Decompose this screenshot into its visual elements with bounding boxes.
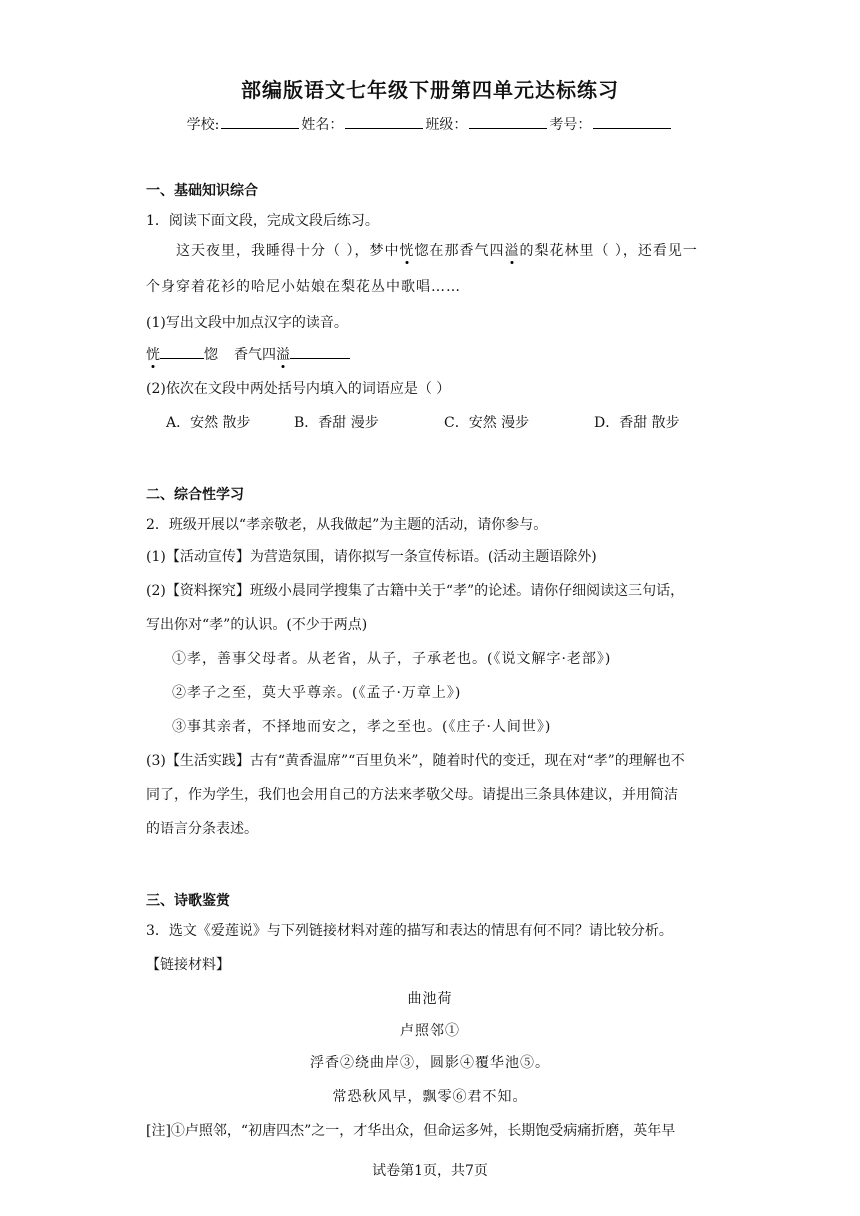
dotted-char: 恍 [399, 243, 415, 259]
poem-line-2: 常恐秋风早，飘零⑥君不知。 [332, 1089, 528, 1105]
poem-line-1: 浮香②绕曲岸③，圆影④覆华池⑤。 [310, 1055, 550, 1071]
poem-author: 卢照邻① [400, 1023, 460, 1039]
poem-title: 曲池荷 [407, 991, 453, 1007]
subquestion-2-3-line3: 的语言分条表述。 [146, 821, 258, 837]
passage-line-1 [176, 240, 698, 260]
passage-text: 的梨花林里（ ），还看见一 [519, 243, 698, 259]
number-blank[interactable] [593, 114, 671, 129]
question-3-stem: 3．选文《爱莲说》与下列链接材料对莲的描写和表达的情思有何不同？请比较分析。 [146, 923, 673, 939]
dotted-char: 恍 [146, 347, 160, 363]
option-a[interactable]: A．安然 散步 [166, 415, 251, 431]
question-2-stem: 2．班级开展以“孝亲敬老，从我做起”为主题的活动，请你参与。 [146, 517, 548, 533]
subquestion-2-1: (1)【活动宣传】为营造氛围，请你拟写一条宣传标语。(活动主题语除外) [146, 549, 597, 565]
question-1-stem: 1．阅读下面文段，完成文段后练习。 [146, 213, 379, 229]
number-label: 考号： [549, 117, 592, 133]
option-c[interactable]: C．安然 漫步 [444, 415, 530, 431]
link-material-label: 【链接材料】 [146, 957, 230, 973]
pronunciation-answer-line [146, 344, 350, 364]
quote-2: ②孝子之至，莫大乎尊亲。(《孟子·万章上》) [172, 685, 462, 701]
section-heading-1: 一、基础知识综合 [146, 183, 258, 199]
subquestion-2-2-line2: 写出你对“孝”的认识。(不少于两点) [146, 617, 368, 633]
poem-note: [注]①卢照邻，“初唐四杰”之一，才华出众，但命运多舛，长期饱受病痛折磨，英年早 [146, 1123, 676, 1139]
class-blank[interactable] [469, 114, 547, 129]
school-label: 学校: [186, 117, 220, 133]
name-blank[interactable] [345, 114, 423, 129]
answer-text: 惚 [204, 347, 218, 363]
quote-3: ③事其亲者，不择地而安之，孝之至也。(《庄子·人间世》) [172, 719, 552, 735]
subquestion-1-2: (2)依次在文段中两处括号内填入的词语应是（ ） [146, 381, 451, 397]
dotted-char: 溢 [504, 243, 520, 259]
passage-text: 这天夜里，我睡得十分（ ），梦中 [176, 243, 400, 259]
quote-1: ①孝，善事父母者。从老省，从子，子承老也。(《说文解字·老部》) [172, 651, 612, 667]
class-label: 班级： [425, 117, 468, 133]
section-heading-3: 三、诗歌鉴赏 [146, 893, 230, 909]
subquestion-2-2-line1: (2)【资料探究】班级小晨同学搜集了古籍中关于“孝”的论述。请你仔细阅读这三句话， [146, 583, 685, 599]
dotted-char: 溢 [276, 347, 290, 363]
answer-text: 香气四 [234, 347, 276, 363]
answer-blank[interactable] [160, 345, 204, 359]
passage-text: 惚在那香气四 [414, 243, 505, 259]
passage-line-2: 个身穿着花衫的哈尼小姑娘在梨花丛中歌唱…… [146, 279, 461, 295]
student-info-line [0, 114, 860, 134]
answer-blank[interactable] [290, 345, 350, 359]
page-title: 部编版语文七年级下册第四单元达标练习 [241, 78, 619, 102]
section-heading-2: 二、综合性学习 [146, 487, 244, 503]
subquestion-2-3-line1: (3)【生活实践】古有“黄香温席”“百里负米”，随着时代的变迁，现在对“孝”的理解也不 [146, 753, 685, 769]
option-b[interactable]: B．香甜 漫步 [294, 415, 379, 431]
subquestion-1-1: (1)写出文段中加点汉字的读音。 [146, 315, 348, 331]
subquestion-2-3-line2: 同了，作为学生，我们也会用自己的方法来孝敬父母。请提出三条具体建议，并用简洁 [146, 787, 678, 803]
page-footer: 试卷第1页，共7页 [372, 1163, 488, 1179]
school-blank[interactable] [221, 114, 299, 129]
option-d[interactable]: D．香甜 散步 [594, 415, 680, 431]
name-label: 姓名： [301, 117, 344, 133]
